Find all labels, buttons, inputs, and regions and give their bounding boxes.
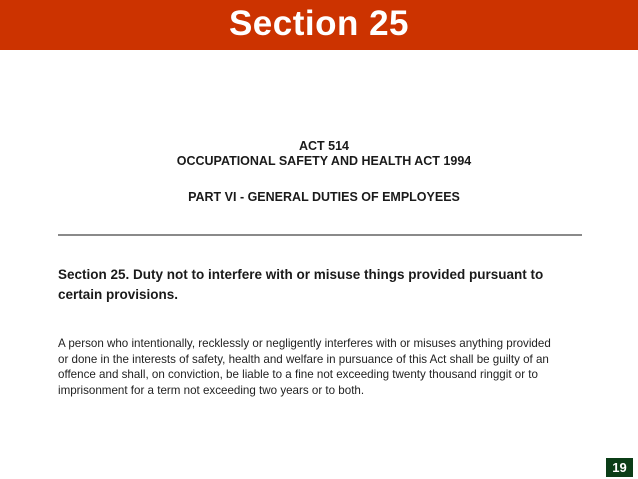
part-title: PART VI - GENERAL DUTIES OF EMPLOYEES <box>188 190 460 204</box>
body-line: offence and shall, on conviction, be liable to a fine not exceeding twenty thousand ringgit or to <box>58 368 538 381</box>
body-line: imprisonment for a term not exceeding two years or to both. <box>58 383 365 397</box>
title-bar <box>0 0 638 50</box>
body-line: A person who intentionally, recklessly or negligently interferes with or misuses anything provided <box>58 337 551 350</box>
act-name: OCCUPATIONAL SAFETY AND HEALTH ACT 1994 <box>176 154 472 168</box>
section-heading-line: Section 25. Duty not to interfere with or misuse things provided pursuant to <box>58 267 544 282</box>
section-heading-line: certain provisions. <box>58 287 179 302</box>
section-body <box>58 336 603 398</box>
horizontal-divider <box>58 234 582 236</box>
body-line: or done in the interests of safety, health and welfare in pursuance of this Act shall be guilty of an <box>58 352 549 366</box>
section-heading <box>58 265 598 305</box>
page-number-badge: 19 <box>606 458 633 477</box>
act-number: ACT 514 <box>298 139 350 153</box>
slide-title: Section 25 <box>228 4 410 43</box>
